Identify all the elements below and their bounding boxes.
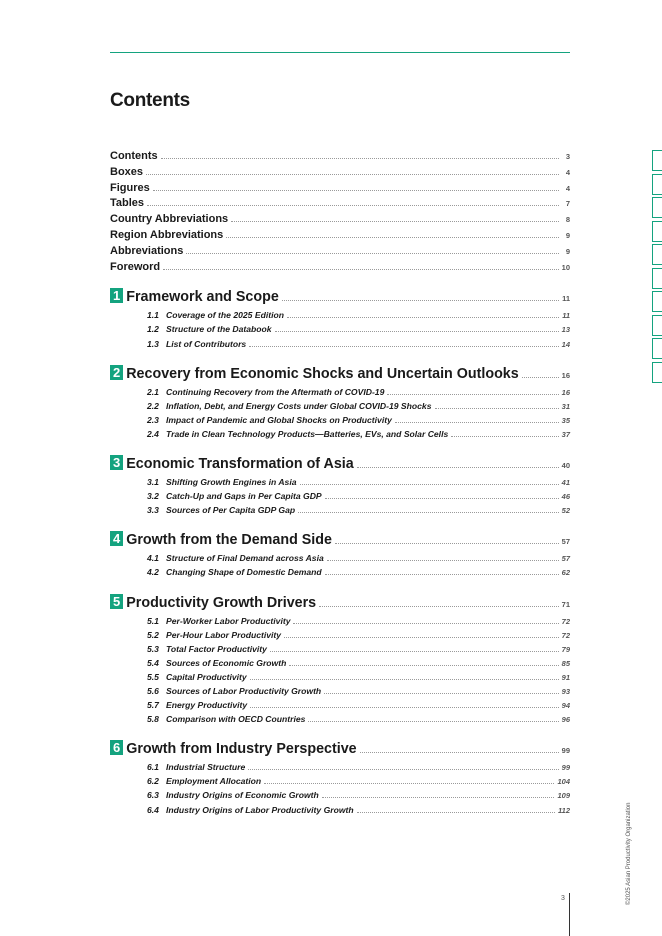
section-number: 2.4 xyxy=(147,428,159,439)
footer-rule xyxy=(569,893,570,936)
dot-leader xyxy=(522,377,559,378)
section-number: 3.2 xyxy=(147,491,159,502)
dot-leader xyxy=(324,693,558,694)
section-title: Structure of Final Demand across Asia xyxy=(166,553,324,564)
section-heading xyxy=(147,686,321,696)
dot-leader xyxy=(357,812,555,813)
section-heading xyxy=(147,714,305,724)
toc-entry-label: Country Abbreviations xyxy=(110,213,229,226)
dot-leader xyxy=(270,651,559,652)
chapter-tab[interactable] xyxy=(652,338,662,359)
section-title: Employment Allocation xyxy=(166,776,262,787)
dot-leader xyxy=(308,721,558,722)
page-number: 3 xyxy=(561,895,565,902)
section-entry[interactable] xyxy=(110,630,570,644)
toc-entry[interactable] xyxy=(110,213,570,229)
section-number: 6.4 xyxy=(147,804,159,815)
toc-entry-page: 9 xyxy=(565,230,570,240)
section-number: 2.1 xyxy=(147,386,159,397)
toc-entry-label: Tables xyxy=(110,197,145,210)
section-title: Shifting Growth Engines in Asia xyxy=(166,477,297,488)
dot-leader xyxy=(357,467,559,468)
section-page: 109 xyxy=(557,791,570,801)
section-number: 5.5 xyxy=(147,671,159,682)
section-title: List of Contributors xyxy=(166,338,247,349)
toc-entry-page: 4 xyxy=(565,167,570,177)
section-page: 16 xyxy=(561,387,570,397)
chapter-page: 71 xyxy=(561,599,570,609)
toc-entry-page: 7 xyxy=(565,199,570,209)
dot-leader xyxy=(360,752,559,753)
section-number: 5.8 xyxy=(147,714,159,725)
section-heading xyxy=(147,567,322,577)
section-title: Impact of Pandemic and Global Shocks on Productivity xyxy=(166,414,392,425)
section-entry[interactable] xyxy=(110,505,570,519)
section-entry[interactable] xyxy=(110,672,570,686)
section-number: 1.1 xyxy=(147,310,159,321)
dot-leader xyxy=(287,317,559,318)
dot-leader xyxy=(250,679,559,680)
chapter-heading xyxy=(110,740,357,757)
section-title: Per-Hour Labor Productivity xyxy=(166,629,282,640)
dot-leader xyxy=(319,606,559,607)
section-heading xyxy=(147,762,245,772)
section-page: 99 xyxy=(561,763,570,773)
section-title: Trade in Clean Technology Products—Batteries, EVs, and Solar Cells xyxy=(166,428,449,439)
toc-entry-page: 10 xyxy=(561,262,570,272)
dot-leader xyxy=(264,783,554,784)
section-entry[interactable] xyxy=(110,790,570,804)
section-title: Catch-Up and Gaps in Per Capita GDP xyxy=(166,491,322,502)
section-page: 41 xyxy=(561,478,570,488)
section-heading xyxy=(147,477,297,487)
section-number: 3.1 xyxy=(147,477,159,488)
section-number: 5.4 xyxy=(147,657,159,668)
section-heading xyxy=(147,644,267,654)
section-number: 1.2 xyxy=(147,324,159,335)
dot-leader xyxy=(293,623,558,624)
section-heading xyxy=(147,387,384,397)
toc-entry-label: Abbreviations xyxy=(110,244,184,257)
section-title: Industrial Structure xyxy=(166,762,246,773)
chapter-block xyxy=(110,455,570,519)
chapter-page: 99 xyxy=(561,746,570,756)
section-page: 14 xyxy=(561,339,570,349)
toc-entry-page: 8 xyxy=(565,215,570,225)
chapter-heading xyxy=(110,531,332,548)
dot-leader xyxy=(161,158,559,159)
chapter-entry[interactable] xyxy=(110,365,570,387)
section-heading xyxy=(147,491,322,501)
chapter-page: 57 xyxy=(561,537,570,547)
section-number: 4.2 xyxy=(147,567,159,578)
section-title: Sources of Economic Growth xyxy=(166,657,287,668)
dot-leader xyxy=(275,331,559,332)
chapter-title: Productivity Growth Drivers xyxy=(126,594,317,611)
section-entry[interactable] xyxy=(110,310,570,324)
section-number: 5.2 xyxy=(147,629,159,640)
section-entry[interactable] xyxy=(110,553,570,567)
dot-leader xyxy=(186,253,559,254)
chapter-entry[interactable] xyxy=(110,288,570,310)
section-number: 6.1 xyxy=(147,762,159,773)
chapter-entry[interactable] xyxy=(110,594,570,616)
section-page: 37 xyxy=(561,429,570,439)
page-title: Contents xyxy=(110,90,190,111)
chapter-block xyxy=(110,288,570,352)
dot-leader xyxy=(327,560,559,561)
toc-entry[interactable] xyxy=(110,150,570,166)
header-rule xyxy=(110,52,570,53)
section-heading xyxy=(147,805,354,815)
dot-leader xyxy=(289,665,558,666)
dot-leader xyxy=(153,190,559,191)
section-page: 85 xyxy=(561,658,570,668)
chapter-page: 40 xyxy=(561,461,570,471)
section-title: Coverage of the 2025 Edition xyxy=(166,310,284,321)
chapter-number-badge: 5 xyxy=(110,594,123,609)
section-entry[interactable] xyxy=(110,805,570,819)
chapter-page: 16 xyxy=(561,370,570,380)
section-page: 46 xyxy=(561,492,570,502)
chapter-tab[interactable] xyxy=(652,221,662,242)
section-title: Changing Shape of Domestic Demand xyxy=(166,567,322,578)
dot-leader xyxy=(248,769,558,770)
section-page: 79 xyxy=(561,644,570,654)
toc-entry[interactable] xyxy=(110,182,570,198)
section-entry[interactable] xyxy=(110,387,570,401)
dot-leader xyxy=(300,484,559,485)
section-entry[interactable] xyxy=(110,401,570,415)
chapter-number-badge: 3 xyxy=(110,455,123,470)
section-entry[interactable] xyxy=(110,616,570,630)
section-title: Industry Origins of Economic Growth xyxy=(166,790,319,801)
section-number: 5.3 xyxy=(147,643,159,654)
chapter-heading xyxy=(110,455,354,472)
dot-leader xyxy=(335,543,559,544)
toc-entry-label: Region Abbreviations xyxy=(110,228,224,241)
section-title: Industry Origins of Labor Productivity Growth xyxy=(166,804,354,815)
section-page: 94 xyxy=(561,701,570,711)
dot-leader xyxy=(284,637,559,638)
chapter-title: Framework and Scope xyxy=(126,289,279,306)
section-heading xyxy=(147,429,448,439)
toc-entry-label: Figures xyxy=(110,181,150,194)
section-number: 5.6 xyxy=(147,685,159,696)
section-entry[interactable] xyxy=(110,477,570,491)
section-entry[interactable] xyxy=(110,429,570,443)
section-heading xyxy=(147,310,284,320)
section-heading xyxy=(147,415,392,425)
section-page: 72 xyxy=(561,616,570,626)
chapter-block xyxy=(110,594,570,729)
dot-leader xyxy=(435,408,559,409)
chapter-tab[interactable] xyxy=(652,150,662,171)
section-page: 62 xyxy=(561,568,570,578)
section-page: 104 xyxy=(557,777,570,787)
dot-leader xyxy=(163,269,559,270)
chapter-tab[interactable] xyxy=(652,315,662,336)
section-title: Energy Productivity xyxy=(166,700,248,711)
section-heading xyxy=(147,505,295,515)
chapter-tab[interactable] xyxy=(652,362,662,383)
section-page: 72 xyxy=(561,630,570,640)
chapter-title: Growth from Industry Perspective xyxy=(126,741,357,758)
dot-leader xyxy=(395,422,559,423)
dot-leader xyxy=(226,237,559,238)
toc-entry[interactable] xyxy=(110,261,570,277)
section-page: 31 xyxy=(561,401,570,411)
dot-leader xyxy=(451,436,558,437)
dot-leader xyxy=(146,174,559,175)
section-number: 6.3 xyxy=(147,790,159,801)
chapter-tab[interactable] xyxy=(652,268,662,289)
section-entry[interactable] xyxy=(110,776,570,790)
section-number: 4.1 xyxy=(147,553,159,564)
section-entry[interactable] xyxy=(110,644,570,658)
chapter-heading xyxy=(110,365,519,382)
chapter-entry[interactable] xyxy=(110,531,570,553)
front-matter-list xyxy=(110,150,570,276)
toc-entry-page: 3 xyxy=(565,152,570,161)
toc-entry-page: 9 xyxy=(565,246,570,256)
copyright-notice: ©2025 Asian Productivity Organization xyxy=(626,802,632,905)
toc-entry-page: 4 xyxy=(565,183,570,193)
section-heading xyxy=(147,658,286,668)
chapter-entry[interactable] xyxy=(110,740,570,762)
section-number: 2.2 xyxy=(147,400,159,411)
chapter-number-badge: 2 xyxy=(110,365,123,380)
chapter-number-badge: 1 xyxy=(110,288,123,303)
chapter-title: Growth from the Demand Side xyxy=(126,532,332,549)
section-page: 91 xyxy=(561,672,570,682)
chapter-heading xyxy=(110,594,316,611)
section-title: Inflation, Debt, and Energy Costs under Global COVID-19 Shocks xyxy=(166,400,432,411)
section-number: 5.1 xyxy=(147,615,159,626)
dot-leader xyxy=(325,498,559,499)
section-entry[interactable] xyxy=(110,339,570,353)
dot-leader xyxy=(387,394,558,395)
section-heading xyxy=(147,790,319,800)
section-page: 57 xyxy=(561,554,570,564)
dot-leader xyxy=(231,221,559,222)
section-entry[interactable] xyxy=(110,714,570,728)
section-number: 6.2 xyxy=(147,776,159,787)
section-entry[interactable] xyxy=(110,686,570,700)
section-page: 52 xyxy=(561,506,570,516)
section-entry[interactable] xyxy=(110,324,570,338)
section-heading xyxy=(147,324,272,334)
section-entry[interactable] xyxy=(110,700,570,714)
section-heading xyxy=(147,401,432,411)
section-heading xyxy=(147,630,281,640)
section-entry[interactable] xyxy=(110,567,570,581)
section-page: 96 xyxy=(561,715,570,725)
chapter-title: Economic Transformation of Asia xyxy=(126,456,354,473)
toc-entry[interactable] xyxy=(110,197,570,213)
section-heading xyxy=(147,700,247,710)
dot-leader xyxy=(322,797,555,798)
chapter-tab[interactable] xyxy=(652,291,662,312)
dot-leader xyxy=(250,707,558,708)
section-number: 5.7 xyxy=(147,700,159,711)
section-heading xyxy=(147,672,247,682)
chapter-block xyxy=(110,740,570,818)
chapter-heading xyxy=(110,288,279,305)
section-page: 13 xyxy=(561,325,570,335)
section-title: Sources of Per Capita GDP Gap xyxy=(166,505,296,516)
toc-entry-label: Foreword xyxy=(110,260,161,273)
section-heading xyxy=(147,553,324,563)
section-entry[interactable] xyxy=(110,762,570,776)
toc-entry-label: Contents xyxy=(110,150,158,162)
chapter-entry[interactable] xyxy=(110,455,570,477)
toc-entry-label: Boxes xyxy=(110,165,144,178)
chapter-number-badge: 6 xyxy=(110,740,123,755)
section-entry[interactable] xyxy=(110,415,570,429)
chapter-block xyxy=(110,365,570,443)
section-heading xyxy=(147,616,290,626)
chapter-title: Recovery from Economic Shocks and Uncertain Outlooks xyxy=(126,365,519,382)
section-title: Per-Worker Labor Productivity xyxy=(166,615,291,626)
section-title: Structure of the Databook xyxy=(166,324,272,335)
toc-entry[interactable] xyxy=(110,229,570,245)
toc-entry[interactable] xyxy=(110,245,570,261)
chapter-tab[interactable] xyxy=(652,174,662,195)
toc-entry[interactable] xyxy=(110,166,570,182)
section-page: 112 xyxy=(558,805,570,815)
chapter-number-badge: 4 xyxy=(110,531,123,546)
section-number: 3.3 xyxy=(147,505,159,516)
section-heading xyxy=(147,776,261,786)
chapter-tab[interactable] xyxy=(652,197,662,218)
section-title: Sources of Labor Productivity Growth xyxy=(166,685,322,696)
section-title: Capital Productivity xyxy=(166,671,247,682)
dot-leader xyxy=(249,346,558,347)
section-title: Total Factor Productivity xyxy=(166,643,267,654)
dot-leader xyxy=(147,205,559,206)
section-entry[interactable] xyxy=(110,658,570,672)
table-of-contents xyxy=(110,150,570,819)
section-entry[interactable] xyxy=(110,491,570,505)
section-heading xyxy=(147,339,246,349)
section-number: 1.3 xyxy=(147,338,159,349)
chapter-page: 11 xyxy=(562,294,570,304)
dot-leader xyxy=(325,574,559,575)
chapter-tabs xyxy=(652,150,662,385)
chapter-tab[interactable] xyxy=(652,244,662,265)
section-page: 93 xyxy=(561,686,570,696)
section-title: Comparison with OECD Countries xyxy=(166,714,306,725)
section-title: Continuing Recovery from the Aftermath of COVID-19 xyxy=(166,386,385,397)
chapter-block xyxy=(110,531,570,581)
section-page: 11 xyxy=(562,311,570,321)
dot-leader xyxy=(298,512,559,513)
dot-leader xyxy=(282,300,559,301)
section-page: 35 xyxy=(561,415,570,425)
section-number: 2.3 xyxy=(147,414,159,425)
